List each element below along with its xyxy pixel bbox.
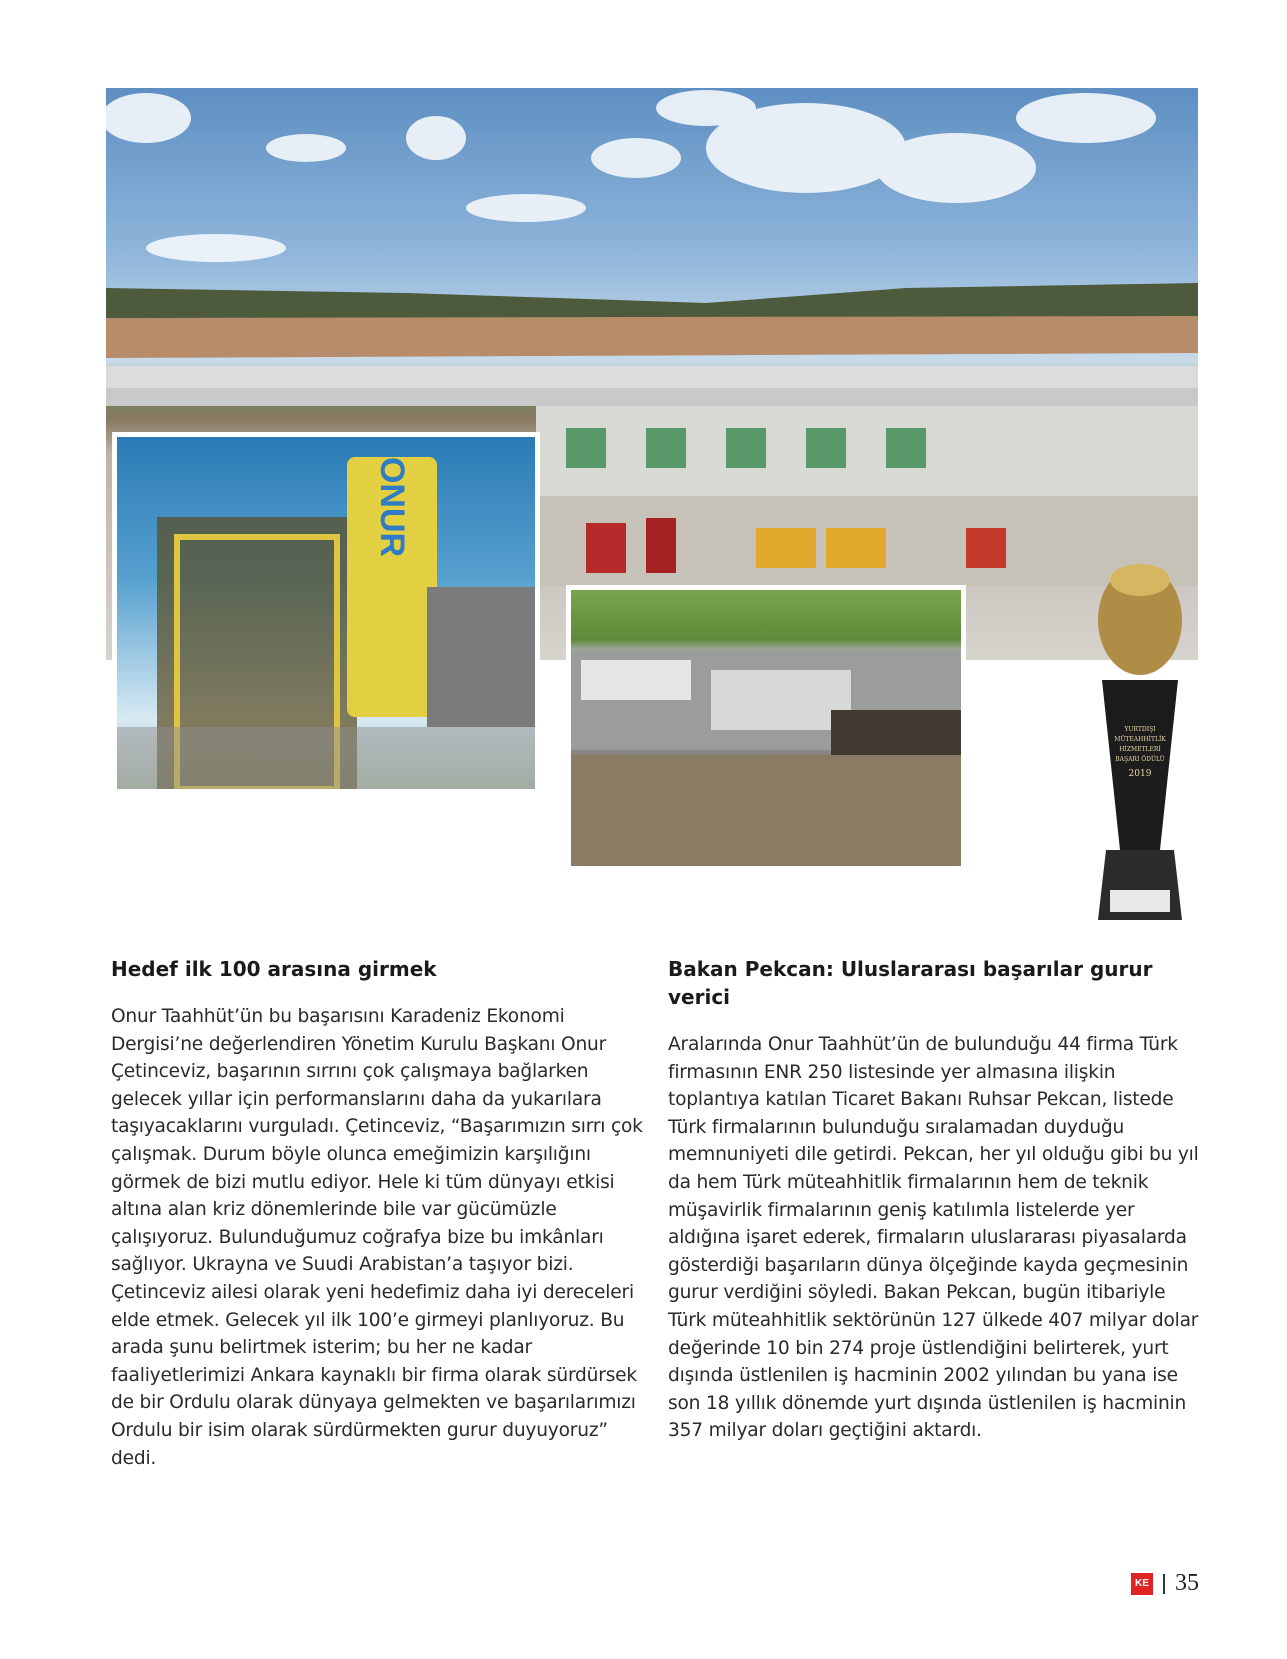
right-heading: Bakan Pekcan: Uluslararası başarılar gurur verici: [668, 957, 1153, 1009]
trophy-line-1: YURTDIŞI: [1124, 726, 1156, 733]
page-footer: [1131, 1570, 1199, 1597]
plant-sign: ONUR: [373, 456, 411, 558]
trophy-line-2: MÜTEAHHİTLİK: [1114, 736, 1166, 743]
asphalt-plant-photo: [112, 432, 540, 794]
trophy-line-3: HİZMETLERİ: [1119, 746, 1161, 753]
left-heading: Hedef ilk 100 arasına girmek: [111, 957, 437, 981]
right-body: Aralarında Onur Taahhüt’ün de bulunduğu 44 firma Türk firmasının ENR 250 listesinde yer almasına ilişkin toplantıya katılan Ticaret Bakanı Ruhsar Pekcan, listede Türk firmalarının bulunduğu sıralamadan duyduğu memnuniyeti dile getirdi. Pekcan, her yıl olduğu gibi bu yıl da hem Türk müteahhitlik firmalarının hem de teknik müşavirlik firmalarının geniş katılımla listelerde yer aldığına işaret ederek, firmaların uluslararası piyasalarda gösterdiği başarıların dünya ölçeğinde kayda geçmesinin gurur verdiğini söyledi. Bakan Pekcan, bugün itibariyle Türk müteahhitlik sektörünün 127 ülkede 407 milyar dolar değerinde 10 bin 274 proje üstlendiğini belirterek, yurt dışında üstlenilen iş hacminin 2002 yılından bu yana ise son 18 yıllık dönemde yurt dışında üstlenilen iş hacminin 357 milyar doları geçtiğini aktardı.: [668, 1034, 1199, 1442]
left-body: Onur Taahhüt’ün bu başarısını Karadeniz Ekonomi Dergisi’ne değerlendiren Yönetim Kurulu Başkanı Onur Çetinceviz, başarının sırrını çok çalışmaya bağlarken gelecek yıllar için performanslarını daha da yukarılara taşıyacaklarını vurguladı. Çetinceviz, “Başarımızın sırrı çok çalışmak. Durum böyle olunca emeğimizin karşılığını görmek de bizi mutlu ediyor. Hele ki tüm dünyayı etkisi altına alan kriz dönemlerinde bile var gücümüzle çalışıyoruz. Bulunduğumuz coğrafya bize bu imkânları sağlıyor. Ukrayna ve Suudi Arabistan’a taşıyor bizi. Çetinceviz ailesi olarak yeni hedefimiz daha iyi dereceleri elde etmek. Gelecek yıl ilk 100’e girmeyi planlıyoruz. Bu arada şunu belirtmek isterim; bu her ne kadar faaliyetlerimizi Ankara kaynaklı bir firma olarak sürdürsek de bir Ordulu olarak dünyaya gelmekten ve başarılarımızı Ordulu bir isim olarak sürdürmekten gurur duyuyoruz” dedi.: [111, 1006, 643, 1469]
trophy-line-4: BAŞARI ÖDÜLÜ: [1115, 756, 1165, 763]
award-trophy-photo: [1080, 560, 1200, 920]
footer-divider: [1163, 1574, 1165, 1594]
trophy-line-5: 2019: [1128, 769, 1152, 779]
left-column: [111, 955, 651, 1472]
page-number: 35: [1175, 1570, 1199, 1596]
magazine-logo: KE: [1131, 1573, 1153, 1595]
right-column: [668, 955, 1208, 1445]
road-paver-photo: [566, 585, 966, 871]
